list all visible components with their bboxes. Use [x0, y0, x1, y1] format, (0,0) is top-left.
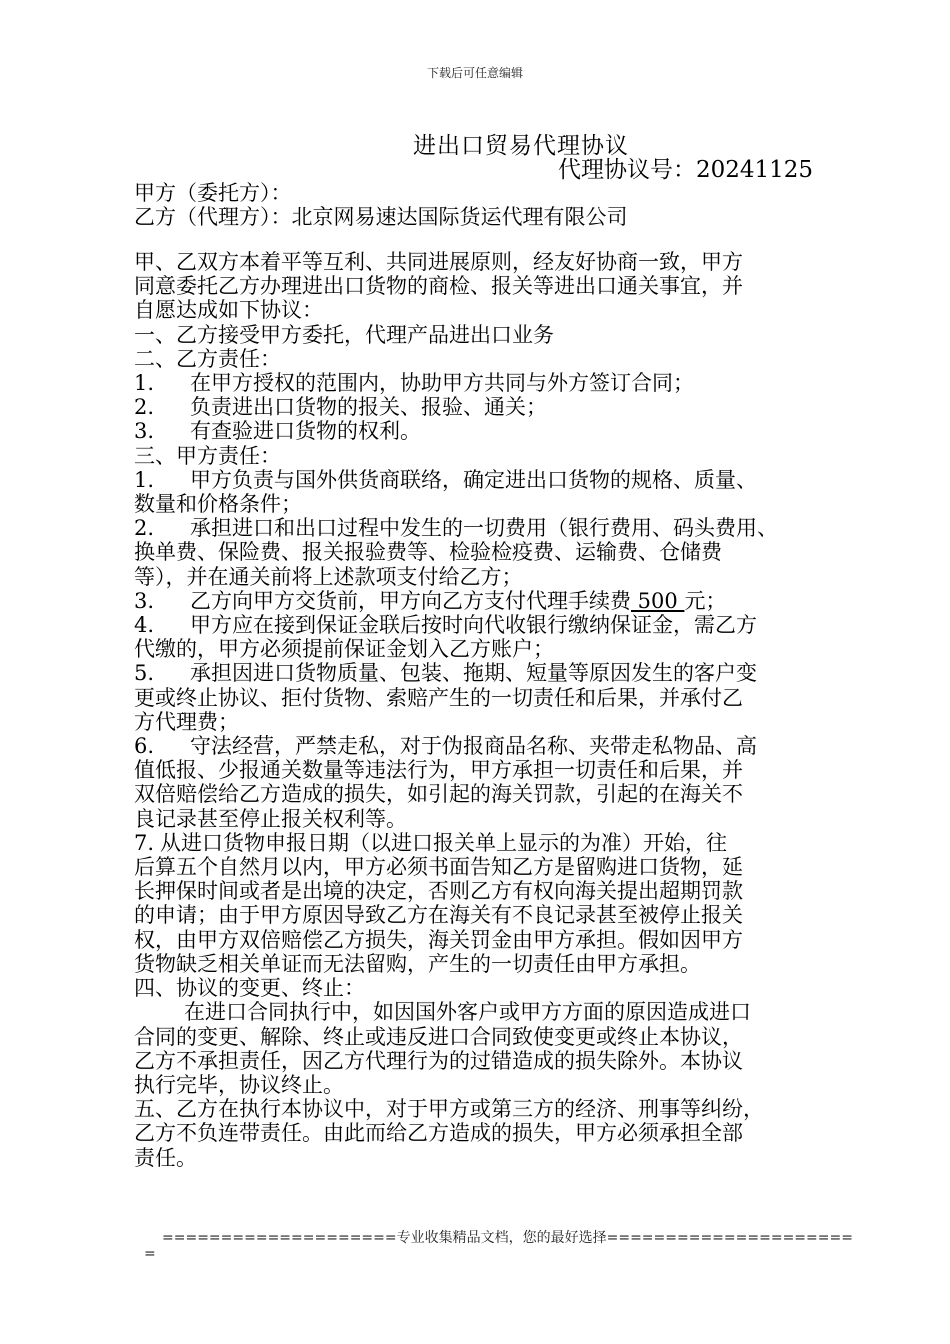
section-5-line: 乙方不负连带责任。由此而给乙方造成的损失，甲方必须承担全部 — [134, 1121, 743, 1146]
item-number: 2. — [134, 395, 155, 420]
sec4-line: 乙方不承担责任，因乙方代理行为的过错造成的损失除外。本协议 — [134, 1048, 743, 1073]
item-number: 6. — [134, 734, 155, 759]
section-1-heading: 一、乙方接受甲方委托，代理产品进出口业务 — [134, 322, 554, 347]
sec2-item — [134, 419, 874, 443]
sec2-item — [134, 395, 874, 419]
item-text: 甲方负责与国外供货商联络，确定进出口货物的规格、质量、 — [190, 467, 757, 492]
item-number: 1. — [134, 371, 155, 396]
sec2-item — [134, 371, 874, 395]
item-text: 有查验进口货物的权利。 — [190, 419, 421, 444]
item-continuation: 换单费、保险费、报关报验费等、检验检疫费、运输费、仓储费 — [134, 540, 722, 565]
item-continuation: 长押保时间或者是出境的决定，否则乙方有权向海关提出超期罚款 — [134, 879, 743, 904]
intro-line: 甲、乙双方本着平等互利、共同进展原则，经友好协商一致，甲方 — [134, 250, 743, 274]
party-b-line: 乙方（代理方）：北京网易速达国际货运代理有限公司 — [134, 205, 628, 229]
item-number: 1. — [134, 467, 155, 492]
item-number: 4. — [134, 613, 155, 638]
item-continuation: 方代理费； — [134, 709, 239, 734]
intro-line: 同意委托乙方办理进出口货物的商检、报关等进出口通关事宜，并 — [134, 274, 743, 299]
item-continuation: 后算五个自然月以内，甲方必须书面告知乙方是留购进口货物，延 — [134, 855, 743, 880]
agreement-number: 代理协议号：20241125 — [558, 157, 814, 183]
fee-amount: 500 — [631, 588, 685, 613]
footer-banner: ====================专业收集精品文档，您的最好选择===================== — [162, 1230, 853, 1246]
item-text: 甲方应在接到保证金联后按时向代收银行缴纳保证金，需乙方 — [190, 613, 757, 638]
item-text: 守法经营，严禁走私，对于伪报商品名称、夹带走私物品、高 — [190, 734, 757, 759]
sec3-item — [134, 613, 874, 637]
item-text: 乙方向甲方交货前，甲方向乙方支付代理手续费 — [190, 588, 631, 613]
party-a-line: 甲方（委托方）： — [134, 181, 292, 205]
item-continuation: 权，由甲方双倍赔偿乙方损失，海关罚金由甲方承担。假如因甲方 — [134, 927, 743, 952]
item-text: 从进口货物申报日期（以进口报关单上显示的为准）开始，往 — [160, 830, 727, 855]
item-text: 在甲方授权的范围内，协助甲方共同与外方签订合同； — [190, 371, 694, 396]
sec3-item — [134, 661, 874, 685]
header-note: 下载后可任意编辑 — [426, 66, 523, 80]
item-text: 负责进出口货物的报关、报验、通关； — [190, 395, 547, 420]
item-number: 2. — [134, 516, 155, 541]
item-continuation: 双倍赔偿给乙方造成的损失，如引起的海关罚款，引起的在海关不 — [134, 782, 743, 807]
agreement-body — [134, 250, 874, 1170]
section-5-line: 责任。 — [134, 1145, 197, 1170]
sec4-line: 执行完毕，协议终止。 — [134, 1072, 344, 1097]
sec3-item — [134, 734, 874, 758]
item-continuation: 的申请；由于甲方原因导致乙方在海关有不良记录甚至被停止报关 — [134, 903, 743, 928]
item-text: 承担进口和出口过程中发生的一切费用（银行费用、码头费用、 — [190, 516, 778, 541]
item-continuation: 良记录甚至停止报关权利等。 — [134, 806, 407, 831]
item-number: 7. — [134, 830, 155, 855]
item-text: 承担因进口货物质量、包装、拖期、短量等原因发生的客户变 — [190, 661, 757, 686]
section-2-heading: 二、乙方责任： — [134, 346, 281, 371]
footer-tail: = — [144, 1246, 156, 1262]
item-text: 元； — [684, 588, 727, 613]
sec3-item — [134, 468, 874, 492]
item-continuation: 数量和价格条件； — [134, 492, 302, 517]
section-4-heading: 四、协议的变更、终止： — [134, 976, 365, 1001]
item-continuation: 值低报、少报通关数量等违法行为，甲方承担一切责任和后果，并 — [134, 758, 743, 783]
item-continuation: 代缴的，甲方必须提前保证金划入乙方账户； — [134, 637, 554, 662]
section-3-heading: 三、甲方责任： — [134, 443, 281, 468]
intro-line: 自愿达成如下协议： — [134, 298, 323, 323]
sec3-item — [134, 831, 874, 855]
item-continuation: 货物缺乏相关单证而无法留购，产生的一切责任由甲方承担。 — [134, 951, 701, 976]
item-continuation: 等），并在通关前将上述款项支付给乙方； — [134, 564, 523, 589]
item-number: 3. — [134, 419, 155, 444]
item-number: 3. — [134, 588, 155, 613]
sec4-line: 合同的变更、解除、终止或违反进口合同致使变更或终止本协议， — [134, 1024, 743, 1049]
sec3-item — [134, 589, 874, 613]
item-continuation: 更或终止协议、拒付货物、索赔产生的一切责任和后果，并承付乙 — [134, 685, 743, 710]
document-title: 进出口贸易代理协议 — [413, 133, 629, 159]
sec4-line: 在进口合同执行中，如因国外客户或甲方方面的原因造成进口 — [184, 1000, 751, 1025]
sec3-item — [134, 516, 874, 540]
section-5-line: 五、乙方在执行本协议中，对于甲方或第三方的经济、刑事等纠纷， — [134, 1097, 764, 1122]
item-number: 5. — [134, 661, 155, 686]
